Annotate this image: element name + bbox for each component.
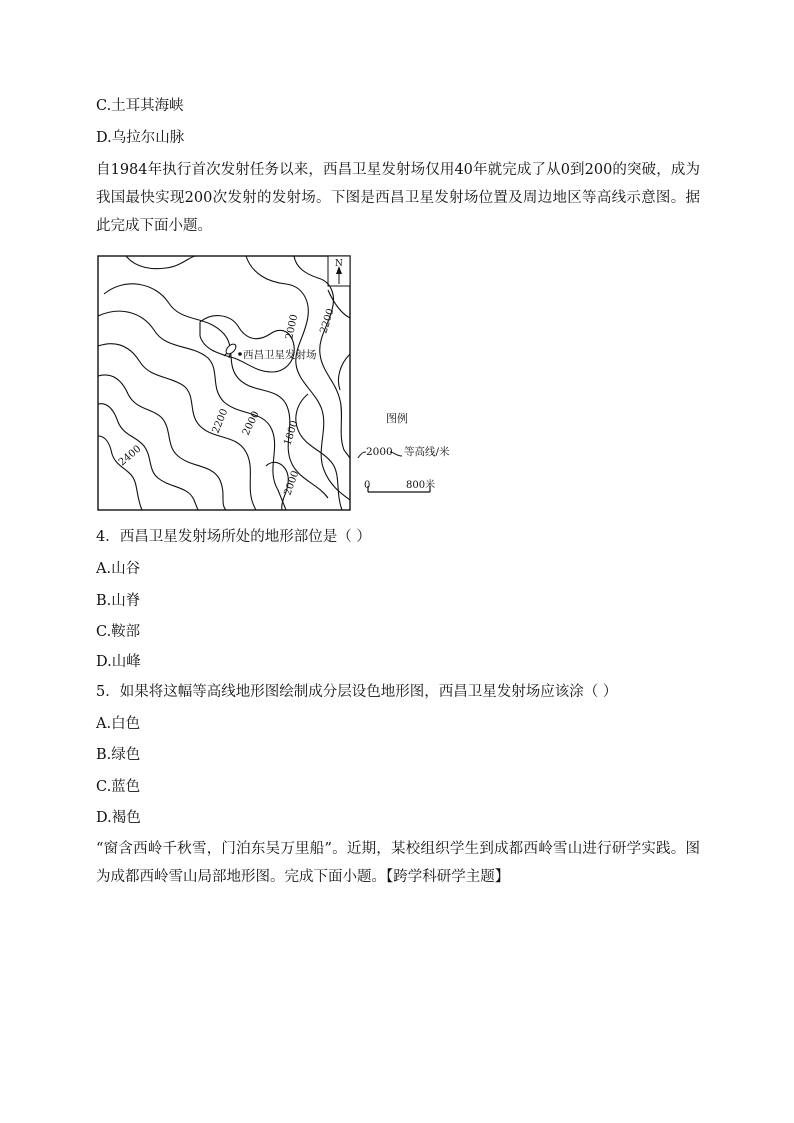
- contour-label-2400: 2400: [116, 443, 144, 469]
- question-5-option-b: B.绿色: [96, 747, 141, 763]
- question-4-stem: 4．西昌卫星发射场所处的地形部位是（ ）: [96, 529, 371, 545]
- question-5-option-d: D.褐色: [96, 810, 141, 826]
- question-5-option-a: A.白色: [96, 716, 141, 732]
- question-5-stem: 5．如果将这幅等高线地形图绘制成分层设色地形图，西昌卫星发射场应该涂（ ）: [96, 684, 618, 700]
- passage-xichang: 自1984年执行首次发射任务以来，西昌卫星发射场仅用40年就完成了从0到200的突破，成为我国最快实现200次发射的发射场。下图是西昌卫星发射场位置及周边地区等高线示意图。据此完成下面小题。: [96, 162, 700, 234]
- question-4-option-a: A.山谷: [96, 561, 141, 577]
- question-4-option-b: B.山脊: [96, 593, 141, 609]
- question-4-option-d: D.山峰: [96, 654, 141, 670]
- contour-lines: [98, 256, 350, 510]
- legend-contour-value: 2000: [366, 446, 393, 458]
- option-c-previous: C.土耳其海峡: [96, 98, 184, 114]
- question-5-option-c: C.蓝色: [96, 779, 141, 795]
- launch-site-label: 西昌卫星发射场: [243, 349, 317, 361]
- scale-start: 0: [364, 480, 371, 491]
- question-4-option-c: C.鞍部: [96, 624, 141, 640]
- contour-label-1800: 1800: [282, 419, 301, 447]
- contour-map-figure: [96, 254, 476, 514]
- legend-contour-sample-left: [358, 452, 366, 458]
- contour-label-2000-bottom: 2000: [282, 469, 302, 498]
- north-label: N: [335, 259, 343, 269]
- option-d-previous: D.乌拉尔山脉: [96, 130, 185, 146]
- legend-title: 图例: [386, 412, 408, 425]
- contour-label-2200-mid: 2200: [210, 407, 231, 436]
- contour-label-2000-top: 2000: [284, 313, 301, 341]
- legend-contour-desc: 等高线/米: [404, 446, 450, 458]
- contour-map-svg: [96, 254, 476, 514]
- contour-label-2000-mid: 2000: [240, 409, 262, 438]
- scale-end: 800米: [406, 480, 436, 491]
- contour-label-2200-top: 2200: [318, 307, 337, 335]
- map-frame: [98, 256, 350, 510]
- passage-xiling: “窗含西岭千秋雪，门泊东吴万里船”。近期，某校组织学生到成都西岭雪山进行研学实践。图为成都西岭雪山局部地形图。完成下面小题。【跨学科研学主题】: [96, 841, 700, 885]
